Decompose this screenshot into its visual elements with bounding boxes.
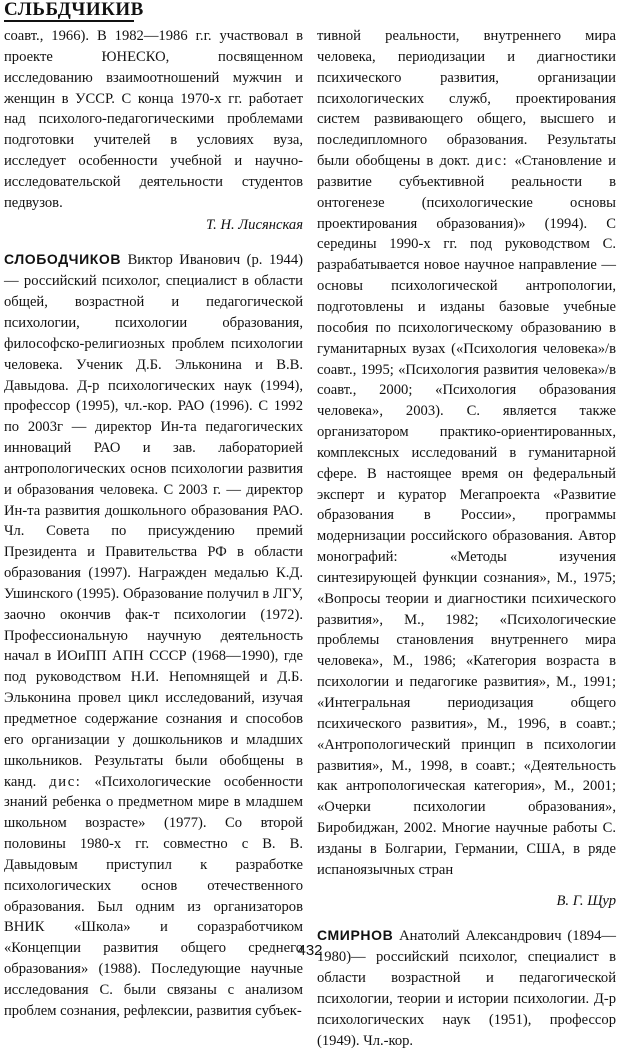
entry-body-cont: «Психологические особенности знаний ребенка о предметном мире в младшем школьном возрасте» (1977). Со второй половины 1980-х гг. совместно с В. В. Давыдовым приступил к разработке психологических основ отечественного образования. Был одним из организаторов ВНИК «Школа» и соразработчиком «Концепции развития общего среднего образования» (1988). Последующие научные исследования С. были связаны с анализом проблем сознания, рефлексии, развития субъек- — [4, 773, 303, 1019]
continued-paragraph — [317, 26, 616, 881]
entry-headword: СЛОБОДЧИКОВ — [4, 251, 122, 268]
author-signature: В. Г. Щур — [556, 892, 616, 909]
body-text-cont: «Становление и развитие субъективной реальности в онтогенезе (психологические основы проектирования образования)» (1994). С середины 1990-х гг. под руководством С. разрабатывается новое научное направление — основы психологической антропологии, подготовлены и изданы базовые учебные пособия по психологическому образованию в гуманитарных вузах («Психология человека»/в соавт., 1995; «Психология развития человека»/в соавт., 2000; «Психология образования человека», 2003). С. является также организатором практико-ориентированных, комплексных исследований в гуманитарной сфере. В настоящее время он федеральный эксперт и куратор Мегапроекта «Развитие образования в России», программы модернизации российского образования. Автор монографий: «Методы изучения синтезирующей функции сознания», М., 1975; «Вопросы теории и диагностики психического развития», М., 1982; «Психологические проблемы становления внутреннего мира человека», М., 1986; «Категория возраста в психологии и педагогике развития», М., 1991; «Интегральная периодизация общего психического развития», М., 1996, в соавт.; «Антропологический принцип в психологии развития», М., 1998, в соавт.; «Деятельность как антропологическая категория», М., 2001; «Очерки психологии образования», Биробиджан, 2002. Многие научные работы С. изданы в Болгарии, Германии, США, в ряде испаноязычных стран — [317, 153, 616, 878]
entry-headword: СМИРНОВ — [317, 927, 394, 944]
entry-slobodchikov — [4, 249, 303, 1021]
running-head: СЛЬБДЧИКИВ — [4, 0, 144, 20]
author-signature: Т. Н. Лисянская — [205, 216, 303, 233]
entry-body: Виктор Иванович (р. 1944) — российский психолог, специалист в области общей, возрастной и педагогической психологии, психологии образования, философско-религиозных проблем психологии человека. Ученик Д.Б. Эльконина и В.В. Давыдова. Д-р психологических наук (1994), профессор (1995), чл.-кор. РАО (1996). С 1992 по 2003г — директор Ин-та педагогических инноваций РАО и зав. лабораторией антропологических основ психологии развития и образования человека. С 2003 г. — директор Ин-та развития дошкольного образования РАО. Чл. Совета по присуждению премий Президента и Правительства РФ в области образования (1997). Награжден медалью К.Д. Ушинского (1995). Образование получил в ЛГУ, заочно окончив фак-т психологии (1972). Профессиональную научную деятельность начал в ИОиПП АПН СССР (1968—1990), где под руководством Н.И. Непомнящей и Д.Б. Эльконина провел цикл исследований, изучая предметное содержание сознания и способов его организации у дошкольников и младших школьников. Результаты были обобщены в канд. — [4, 252, 303, 790]
abbrev-dis: дис: — [49, 773, 82, 790]
left-column — [4, 26, 303, 1022]
header-rule — [4, 20, 134, 22]
continued-paragraph: соавт., 1966). В 1982—1986 г.г. участвовал в проекте ЮНЕСКО, посвященном исследованию взаимоотношений мужчин и женщин в УССР. С конца 1970-х гг. работает над психолого-педагогическими проблемами подготовки учителей в условиях вуза, исследует особенности учебной и научно-исследовательской деятельности студентов педвузов. — [4, 28, 303, 211]
right-column — [317, 26, 616, 1052]
entry-body: Анатолий Александрович (1894—1980)— российский психолог, специалист в области возрастной и педагогической психологии, теории и истории психологии. Д-р психологических наук (1951), профессор (1949). Чл.-кор. — [317, 928, 616, 1049]
page-number: 432 — [297, 942, 323, 959]
body-text: тивной реальности, внутреннего мира человека, периодизации и диагностики психического развития, организации психологических служб, проектирования систем развивающего общего, высшего и последипломного образования. Результаты были обобщены в докт. — [317, 28, 616, 170]
abbrev-dis: дис: — [476, 153, 509, 170]
